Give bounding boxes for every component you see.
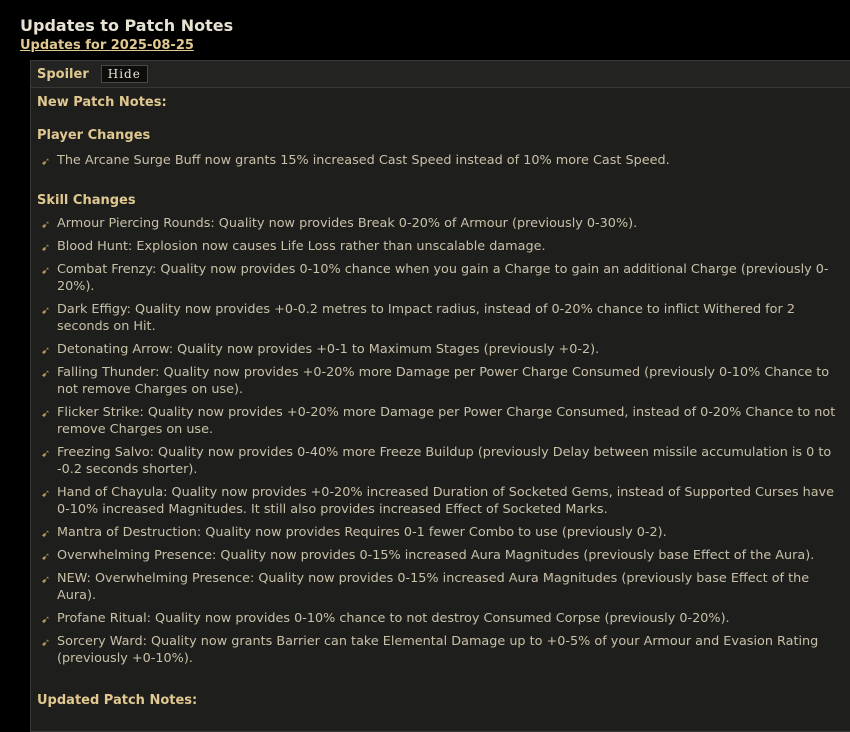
arrow-bullet-icon: ➹ bbox=[41, 613, 51, 626]
list-item bbox=[37, 364, 849, 398]
list-item-text: Dark Effigy: Quality now provides +0-0.2 metres to Impact radius, instead of 0-20% chance to inflict Withered for 2 seconds on Hit. bbox=[57, 302, 795, 334]
list-item-text: The Arcane Surge Buff now grants 15% increased Cast Speed instead of 10% more Cast Speed. bbox=[57, 153, 670, 168]
list-item-text: Mantra of Destruction: Quality now provides Requires 0-1 fewer Combo to use (previously 0-2). bbox=[57, 525, 667, 540]
arrow-bullet-icon: ➹ bbox=[41, 447, 51, 460]
list-item-text: Blood Hunt: Explosion now causes Life Loss rather than unscalable damage. bbox=[57, 239, 546, 254]
player-changes-list bbox=[37, 152, 849, 169]
list-item-text: Combat Frenzy: Quality now provides 0-10% chance when you gain a Charge to gain an additional Charge (previously 0-20%). bbox=[57, 262, 829, 294]
new-patch-notes-heading: New Patch Notes: bbox=[37, 95, 167, 110]
list-item bbox=[37, 444, 849, 478]
arrow-bullet-icon: ➹ bbox=[41, 218, 51, 231]
list-item bbox=[37, 215, 849, 232]
list-item bbox=[37, 570, 849, 604]
list-item-text: Profane Ritual: Quality now provides 0-10% chance to not destroy Consumed Corpse (previously 0-20%). bbox=[57, 611, 730, 626]
arrow-bullet-icon: ➹ bbox=[41, 367, 51, 380]
list-item bbox=[37, 633, 849, 667]
list-item bbox=[37, 152, 849, 169]
list-item bbox=[37, 261, 849, 295]
arrow-bullet-icon: ➹ bbox=[41, 487, 51, 500]
list-item bbox=[37, 404, 849, 438]
arrow-bullet-icon: ➹ bbox=[41, 304, 51, 317]
list-item bbox=[37, 484, 849, 518]
skill-changes-list bbox=[37, 215, 849, 667]
list-item-text: Detonating Arrow: Quality now provides +0-1 to Maximum Stages (previously +0-2). bbox=[57, 342, 600, 357]
spoiler-content bbox=[31, 88, 850, 709]
player-changes-heading: Player Changes bbox=[37, 128, 151, 143]
spoiler-label: Spoiler bbox=[37, 66, 89, 82]
arrow-bullet-icon: ➹ bbox=[41, 155, 51, 168]
arrow-bullet-icon: ➹ bbox=[41, 550, 51, 563]
spoiler-bar bbox=[31, 61, 850, 88]
list-item bbox=[37, 610, 849, 627]
list-item-text: NEW: Overwhelming Presence: Quality now provides 0-15% increased Aura Magnitudes (previously base Effect of the Aura). bbox=[57, 571, 810, 603]
arrow-bullet-icon: ➹ bbox=[41, 264, 51, 277]
arrow-bullet-icon: ➹ bbox=[41, 241, 51, 254]
list-item-text: Hand of Chayula: Quality now provides +0-20% increased Duration of Socketed Gems, instead of Supported Curses have 0-10% increased Magnitudes. It still also provides increased Effect of Socketed Marks. bbox=[57, 485, 834, 517]
list-item-text: Freezing Salvo: Quality now provides 0-40% more Freeze Buildup (previously Delay between missile accumulation is 0 to -0.2 seconds shorter). bbox=[57, 445, 832, 477]
arrow-bullet-icon: ➹ bbox=[41, 344, 51, 357]
list-item bbox=[37, 341, 849, 358]
list-item bbox=[37, 301, 849, 335]
list-item bbox=[37, 524, 849, 541]
arrow-bullet-icon: ➹ bbox=[41, 407, 51, 420]
list-item-text: Falling Thunder: Quality now provides +0-20% more Damage per Power Charge Consumed (previously 0-10% Chance to not remove Charges on use). bbox=[57, 365, 830, 397]
list-item-text: Armour Piercing Rounds: Quality now provides Break 0-20% of Armour (previously 0-30%). bbox=[57, 216, 638, 231]
spoiler-panel bbox=[30, 60, 850, 732]
arrow-bullet-icon: ➹ bbox=[41, 527, 51, 540]
hide-button[interactable]: Hide bbox=[101, 65, 148, 83]
list-item-text: Sorcery Ward: Quality now grants Barrier can take Elemental Damage up to +0-5% of your Armour and Evasion Rating (previously +0-10%). bbox=[57, 634, 819, 666]
list-item-text: Overwhelming Presence: Quality now provides 0-15% increased Aura Magnitudes (previously base Effect of the Aura). bbox=[57, 548, 815, 563]
page-header bbox=[20, 16, 233, 54]
list-item-text: Flicker Strike: Quality now provides +0-20% more Damage per Power Charge Consumed, instead of 0-20% Chance to not remove Charges on use. bbox=[57, 405, 836, 437]
arrow-bullet-icon: ➹ bbox=[41, 573, 51, 586]
updated-patch-notes-heading: Updated Patch Notes: bbox=[37, 693, 198, 708]
skill-changes-heading: Skill Changes bbox=[37, 193, 136, 208]
list-item bbox=[37, 547, 849, 564]
updates-date-link[interactable]: Updates for 2025-08-25 bbox=[20, 38, 194, 53]
page-title: Updates to Patch Notes bbox=[20, 16, 234, 35]
arrow-bullet-icon: ➹ bbox=[41, 636, 51, 649]
list-item bbox=[37, 238, 849, 255]
